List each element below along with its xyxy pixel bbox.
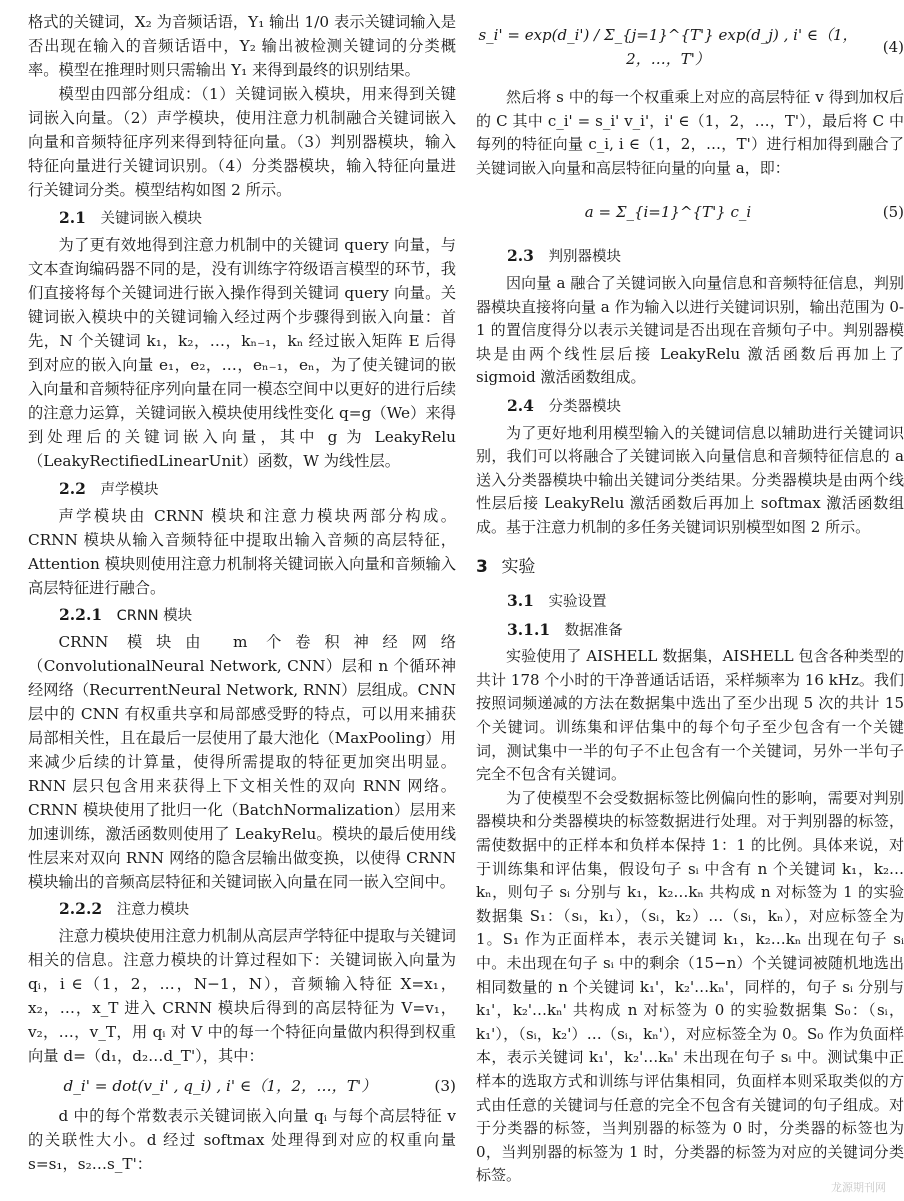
paragraph: CRNN 模块由 m 个卷积神经网络（ConvolutionalNeural Network, CNN）层和 n 个循环神经网络（RecurrentNeural Network, RNN）层组成。CNN 层中的 CNN 有权重共享和局部感受野的特点，可以用来捕获局部相关性，且在最后一层使用了最大池化（MaxPooling）用来减少后续的计算量，使得所需提取的特征更加突出明显。RNN 层只包含用来获得上下文相关性的双向 RNN 网络。CRNN 模块使用了批归一化（BatchNormalization）层用来加速训练，激活函数则使用了 LeakyRelu。模块的最后使用线性层来对双向 RNN 网络的隐含层输出做变换，以使得 CRNN 模块输出的音频高层特征和关键词嵌入向量在同一嵌入空间中。 [28, 633, 456, 891]
paragraph: 模型由四部分组成：（1）关键词嵌入模块，用来得到关键词嵌入向量。（2）声学模块，使用注意力机制融合关键词嵌入向量和音频特征序列来得到特征向量。（3）判别器模块，输入特征向量进行关键词识别。（4）分类器模块，输入特征向量进行关键词分类。模型结构如图 2 所示。 [28, 85, 456, 199]
section-heading-2-4 [507, 394, 904, 420]
section-title: 实验设置 [548, 594, 607, 611]
equation-body: s_i' = exp(d_i') / Σ_{j=1}^{T'} exp(d_j) , i' ∈（1，2，…，T'） [478, 26, 858, 68]
section-number: 2.2 [59, 479, 86, 498]
equation-number: (4) [882, 38, 904, 57]
section-heading-3 [476, 556, 904, 580]
section-heading-2-2-1 [59, 603, 456, 628]
paragraph: 为了更好地利用模型输入的关键词信息以辅助进行关键词识别，我们可以将融合了关键词嵌入向量信息和音频特征信息的 a 送入分类器模块中输出关键词分类结果。分类器模块是由两个线性层后接 LeakyRelu 激活函数后再加上 softmax 激活函数组成。基于注意力机制的多任务关键词识别模型如图 2 所示。 [476, 423, 904, 536]
section-title: 声学模块 [100, 482, 159, 498]
section-title: 注意力模块 [116, 902, 190, 918]
section-title: 分类器模块 [548, 398, 621, 415]
equation-3 [28, 1074, 456, 1098]
equation-number: (3) [434, 1077, 456, 1095]
paragraph: 为了更有效地得到注意力机制中的关键词 query 向量，与文本查询编码器不同的是，没有训练字符级语言模型的环节，我们直接将每个关键词进行嵌入操作得到关键词 query 向量。关键词嵌入模块中的关键词输入经过两个步骤得到嵌入向量：首先，N 个关键词 k₁，k₂，…，kₙ₋₁，kₙ 经过嵌入矩阵 E 后得到对应的嵌入向量 e₁，e₂，…，eₙ₋₁，eₙ，为了使关键词的嵌入向量和音频特征序列向量在同一模态空间中以更好的进行后续的注意力运算，关键词嵌入模块使用线性变化 q=g（We）来得到处理后的关键词嵌入向量，其中 g 为 LeakyRelu（LeakyRectifiedLinearUnit）函数，W 为线性层。 [28, 236, 456, 470]
section-heading-3-1-1 [507, 618, 904, 644]
section-number: 3 [476, 556, 488, 577]
section-heading-3-1 [507, 589, 904, 615]
paragraph: 注意力模块使用注意力机制从高层声学特征中提取与关键词相关的信息。注意力模块的计算过程如下：关键词嵌入向量为 qᵢ，i ∈（1，2，…，N−1，N），音频输入特征 X=x₁，x₂，…，x_T 进入 CRNN 模块后得到的高层特征为 V=v₁，v₂，…，v_T，用 qᵢ 对 V 中的每一个特征向量做内积得到权重向量 d=（d₁，d₂…d_T'），其中： [28, 927, 456, 1065]
paragraph: 为了使模型不会受数据标签比例偏向性的影响，需要对判别器模块和分类器模块的标签数据进行处理。对于判别器的标签，需使数据中的正样本和负样本保持 1：1 的比例。具体来说，对于训练集和评估集，假设句子 sᵢ 中含有 n 个关键词 k₁，k₂…kₙ，则句子 sᵢ 分别与 k₁，k₂…kₙ 共构成 n 对标签为 1 的实验数据集 S₁：（sᵢ，k₁），（sᵢ，k₂）…（sᵢ，kₙ），对应标签全为 1。S₁ 作为正面样本，表示关键词 k₁，k₂…kₙ 出现在句子 sᵢ 中。未出现在句子 sᵢ 中的剩余（15−n）个关键词被随机地选出相同数量的 n 个关键词 k₁'，k₂'…kₙ'，同样的，句子 sᵢ 分别与 k₁'，k₂'…kₙ' 共构成 n 对标签为 0 的实验数据集 S₀：（sᵢ，k₁'），（sᵢ，k₂'）…（sᵢ，kₙ'），对应标签全为 0。S₀ 作为负面样本，表示关键词 k₁'，k₂'…kₙ' 未出现在句子 sᵢ 中。测试集中正样本的选取方式和训练与评估集相同，负面样本则采取类似的方式由任意的关键词与任意的完全不包含有关键词的句子组成。对于分类器的标签，当判别器的标签为 0 时，分类器的标签也为 0，当判别器的标签为 1 时，分类器的标签为对应的关键词分类标签。 [476, 788, 904, 1185]
equation-body: d_i' = dot(v_i' , q_i) , i' ∈（1，2，…，T'） [63, 1077, 377, 1095]
section-title: 实验 [501, 556, 536, 577]
section-number: 2.1 [59, 208, 86, 227]
paragraph: 格式的关键词，X₂ 为音频话语，Y₁ 输出 1/0 表示关键词输入是否出现在输入的音频话语中，Y₂ 输出被检测关键词的分类概率。模型在推理时则只需输出 Y₁ 来得到最终的识别结果。 [28, 13, 456, 79]
equation-body: a = Σ_{i=1}^{T'} c_i [584, 202, 752, 221]
section-title: 数据准备 [564, 622, 623, 639]
section-title: 关键词嵌入模块 [100, 211, 202, 227]
section-number: 2.3 [507, 246, 534, 266]
section-number: 2.4 [507, 395, 534, 415]
paragraph: 声学模块由 CRNN 模块和注意力模块两部分构成。CRNN 模块从输入音频特征中提取出输入音频的高层特征，Attention 模块则使用注意力机制将关键词嵌入向量和音频输入高层特征进行融合。 [28, 507, 456, 597]
equation-5 [476, 186, 904, 238]
section-number: 3.1.1 [507, 619, 551, 639]
equation-number: (5) [882, 202, 904, 221]
watermark: 龙源期刊网 [831, 1181, 886, 1194]
equation-4 [476, 16, 904, 80]
paragraph: 然后将 s 中的每一个权重乘上对应的高层特征 v 得到加权后的 C 其中 c_i' = s_i' v_i'，i' ∈（1，2，…，T'），最后将 C 中每列的特征向量 c_i, i ∈（1，2，…，T'）进行相加得到融合了关键词嵌入向量和高层特征向量的向量 a，即： [476, 88, 904, 177]
section-title: 判别器模块 [548, 249, 621, 266]
paragraph: 实验使用了 AISHELL 数据集，AISHELL 包含各种类型的共计 178 个小时的干净普通话话语，采样频率为 16 kHz。我们按照词频递减的方法在数据集中选出了至少出现 5 次的共计 15 个关键词。训练集和评估集中的每个句子至少包含有一个关键词，测试集中一半的句子不止包含有一个关键词，另外一半句子完全不包含有关键词。 [476, 647, 904, 784]
section-heading-2-1 [59, 206, 456, 231]
section-number: 3.1 [507, 591, 534, 611]
section-heading-2-3 [507, 244, 904, 270]
paragraph: 因向量 a 融合了关键词嵌入向量信息和音频特征信息，判别器模块直接将向量 a 作为输入以进行关键词识别，输出范围为 0-1 的置信度得分以表示关键词是否出现在音频句子中。判别器模块是由两个线性层后接 LeakyRelu 激活函数后再加上了 sigmoid 激活函数组成。 [476, 273, 904, 387]
section-number: 2.2.2 [59, 899, 103, 918]
section-title: CRNN 模块 [116, 608, 193, 624]
left-column [28, 10, 456, 1176]
section-number: 2.2.1 [59, 605, 103, 624]
paragraph: d 中的每个常数表示关键词嵌入向量 qᵢ 与每个高层特征 v 的关联性大小。d 经过 softmax 处理得到对应的权重向量 s=s₁，s₂…s_T'： [28, 1107, 456, 1173]
right-column [476, 10, 904, 1188]
section-heading-2-2-2 [59, 897, 456, 922]
section-heading-2-2 [59, 477, 456, 502]
